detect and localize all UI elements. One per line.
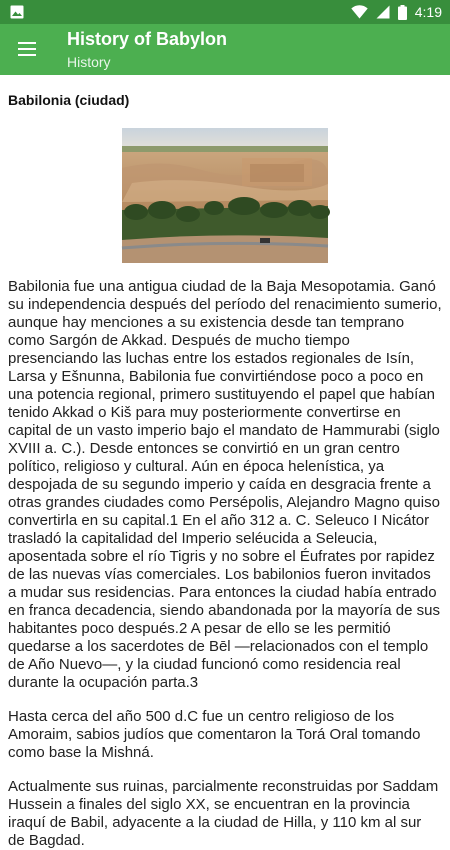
wifi-icon — [351, 5, 368, 19]
status-icons — [351, 0, 442, 24]
image-icon — [10, 5, 24, 19]
app-title: History of Babylon — [67, 29, 228, 49]
app-subtitle: History — [67, 54, 111, 70]
hamburger-menu-icon — [18, 42, 36, 56]
article-content[interactable] — [0, 75, 450, 849]
battery-icon — [398, 5, 407, 20]
status-time: 4:19 — [414, 4, 442, 20]
article-paragraph: Babilonia fue una antigua ciudad de la Baja Mesopotamia. Ganó su independencia después del período del renacimiento sumerio, aunque hay menciones a su existencia desde tan temprano como Sargón de Akkad. Después de mucho tiempo presenciando las luchas entre los estados regionales de Isín, Larsa y Ešnunna, Babilonia fue convirtiéndose poco a poco en una potencia regional, primero sustituyendo el papel que habían tenido Akkad o Kiš para muy posteriormente convertirse en capital de un vasto imperio bajo el mandato de Hammurabi (siglo XVIII a. C.). Desde entonces se convirtió en un gran centro político, religioso y cultural. Aún en época helenística, ya despojada de su segundo imperio y caída en desgracia frente a otras grandes ciudades como Persépolis, Alejandro Magno quiso convertirla en su capital.1 En el año 312 a. C. Seleuco I Nicátor trasladó la capitalidad del Imperio seléucida a Seleucia, aposentada sobre el río Tigris y no sobre el Éufrates por rapidez de las nuevas vías comerciales. Los babilonios fueron invitados a mudar sus residencias. Para entonces la ciudad había entrado en franca decadencia, siendo abandonada por la mayoría de sus habitantes poco después.2 A pesar de ello se les permitió quedarse a los sacerdotes de Bēl —relacionados con el templo de Año Nuevo—, y la ciudad funcionó como residencia real durante la ocupación parta.3 — [8, 278, 442, 691]
article-paragraph: Actualmente sus ruinas, parcialmente reconstruidas por Saddam Hussein a finales del siglo XX, se encuentran en la provincia iraquí de Babil, adyacente a la ciudad de Hilla, y 110 km al sur de Bagdad. — [8, 778, 439, 849]
app-bar — [0, 24, 450, 75]
signal-icon — [376, 5, 390, 19]
article-title: Babilonia (ciudad) — [8, 92, 130, 108]
babylon-ruins-image — [122, 128, 328, 263]
status-bar — [0, 0, 450, 24]
article-paragraph: Hasta cerca del año 500 d.C fue un centro religioso de los Amoraim, sabios judíos que comentaron la Torá Oral tomando como base la Mishná. — [8, 708, 421, 761]
menu-button[interactable] — [8, 30, 46, 68]
